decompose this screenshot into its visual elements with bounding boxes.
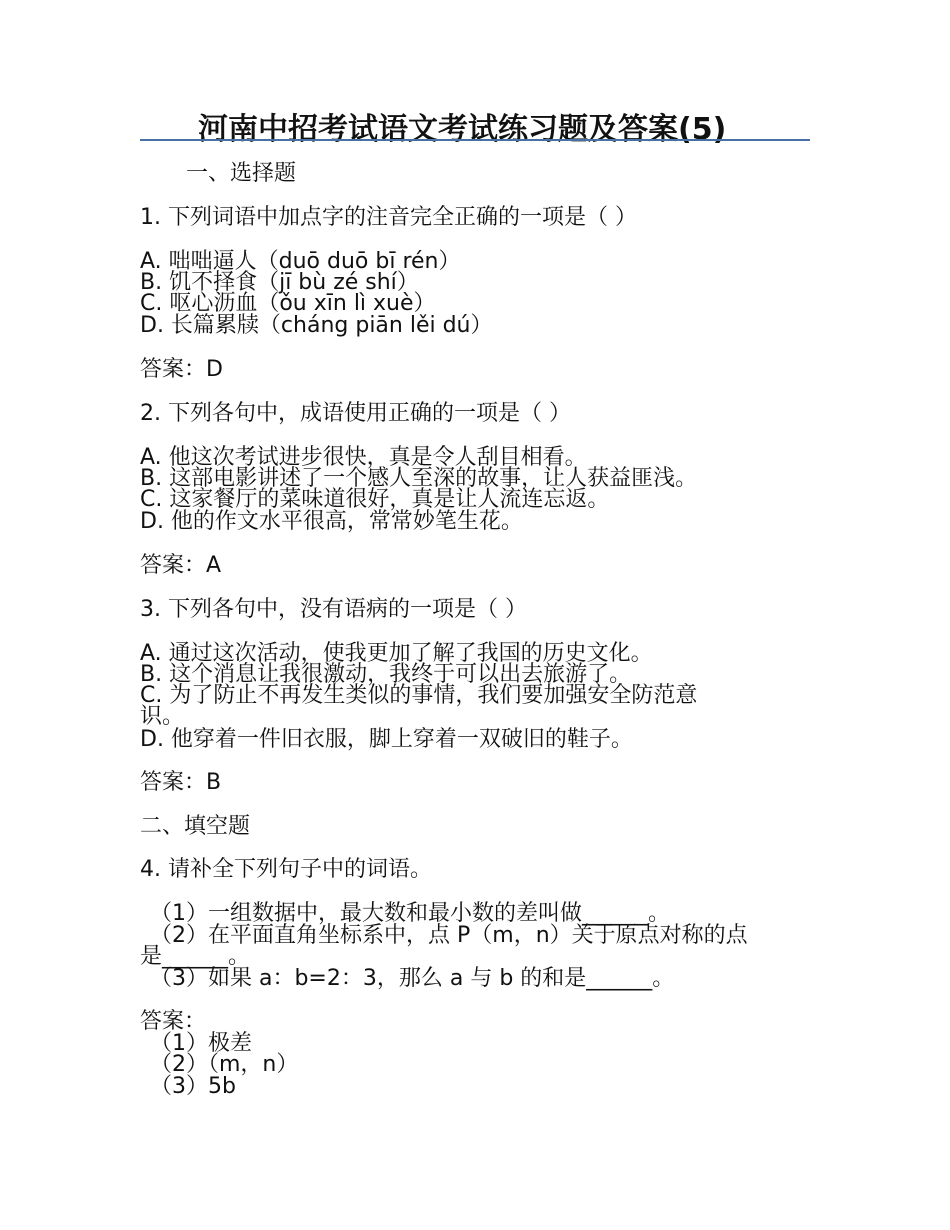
- section-heading-choice: 一、选择题: [186, 161, 297, 186]
- question-3-option-d: D. 他穿着一件旧衣服，脚上穿着一双破旧的鞋子。: [140, 727, 633, 752]
- question-2-option-d: D. 他的作文水平很高，常常妙笔生花。: [140, 509, 523, 534]
- question-2-option-a: A. 他这次考试进步很快，真是令人刮目相看。: [140, 445, 587, 470]
- question-1-answer: 答案：D: [140, 357, 223, 382]
- question-4-item-2-wrap: 是______。: [140, 944, 251, 969]
- question-3-option-a: A. 通过这次活动，使我更加了解了我国的历史文化。: [140, 641, 653, 666]
- question-3-option-c-wrap: 识。: [140, 704, 185, 729]
- document-title: 河南中招考试语文考试练习题及答案(5): [198, 112, 727, 147]
- title-underline: [140, 139, 810, 141]
- question-4-answer-3: （3）5b: [150, 1074, 236, 1099]
- question-2-option-c: C. 这家餐厅的菜味道很好，真是让人流连忘返。: [140, 487, 610, 512]
- question-3-stem: 3. 下列各句中，没有语病的一项是（ ）: [140, 597, 527, 622]
- question-4-answer-2: （2）（m，n）: [150, 1052, 299, 1077]
- question-2-answer: 答案：A: [140, 553, 222, 578]
- question-1-option-c: C. 呕心沥血（ǒu xīn lì xuè）: [140, 291, 436, 316]
- question-1-stem: 1. 下列词语中加点字的注音完全正确的一项是（ ）: [140, 205, 637, 230]
- section-heading-fill: 二、填空题: [140, 814, 251, 839]
- question-1-option-d: D. 长篇累牍（cháng piān lěi dú）: [140, 313, 493, 338]
- question-1-option-b: B. 饥不择食（jī bù zé shí）: [140, 270, 419, 295]
- question-2-stem: 2. 下列各句中，成语使用正确的一项是（ ）: [140, 401, 571, 426]
- question-4-stem: 4. 请补全下列句子中的词语。: [140, 857, 432, 882]
- question-1-option-a: A. 咄咄逼人（duō duō bī rén）: [140, 249, 461, 274]
- question-2-option-b: B. 这部电影讲述了一个感人至深的故事，让人获益匪浅。: [140, 466, 698, 491]
- question-4-item-2: （2）在平面直角坐标系中，点 P（m，n）关于原点对称的点: [150, 923, 748, 948]
- question-4-answer-1: （1）极差: [150, 1031, 252, 1056]
- question-3-option-c: C. 为了防止不再发生类似的事情，我们要加强安全防范意: [140, 683, 698, 708]
- question-3-option-b: B. 这个消息让我很激动，我终于可以出去旅游了。: [140, 662, 632, 687]
- question-4-answer-label: 答案：: [140, 1009, 207, 1034]
- question-3-answer: 答案：B: [140, 770, 222, 795]
- question-4-item-1: （1）一组数据中，最大数和最小数的差叫做______。: [150, 901, 670, 926]
- question-4-item-3: （3）如果 a：b=2：3，那么 a 与 b 的和是______。: [150, 966, 675, 991]
